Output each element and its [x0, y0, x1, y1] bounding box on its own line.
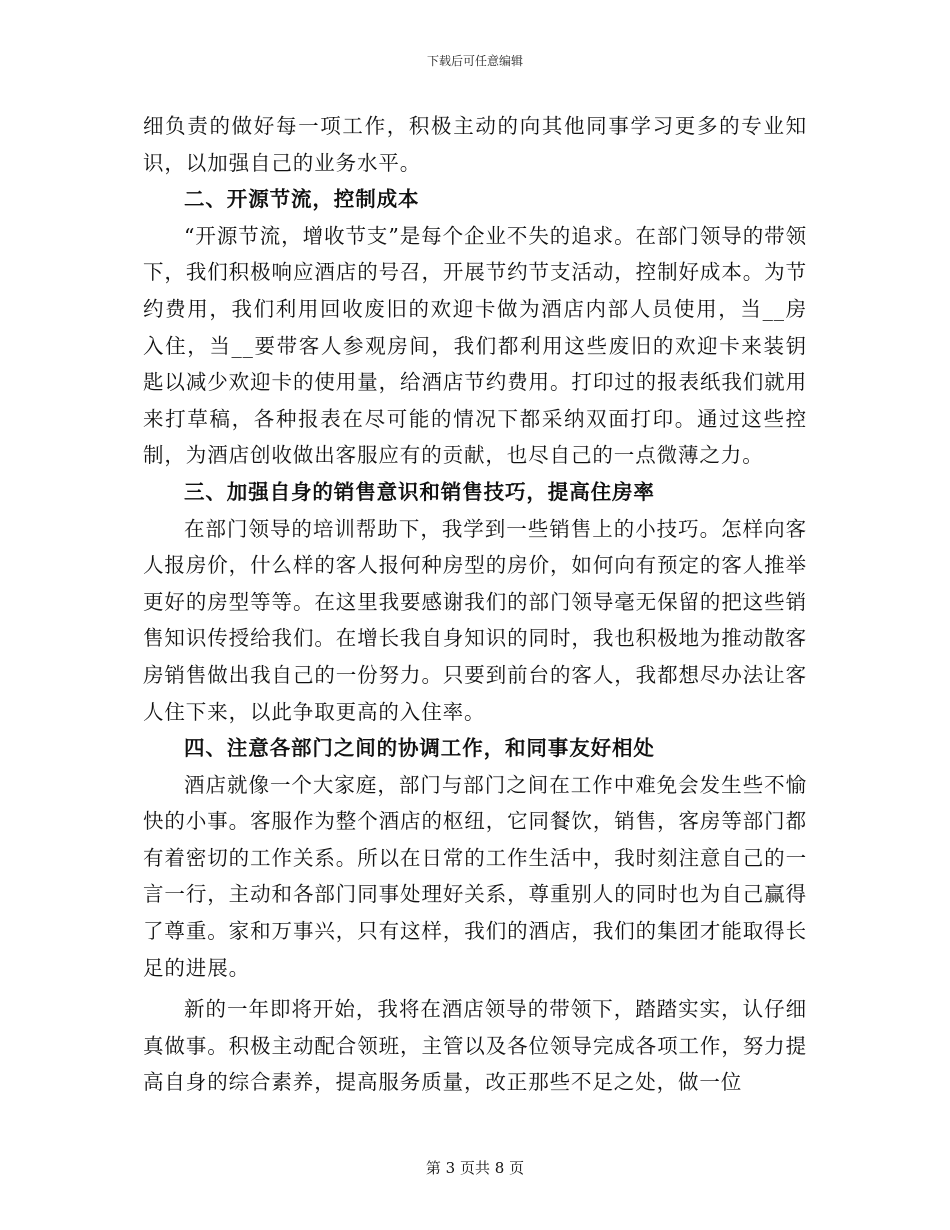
page-header: 下载后可任意编辑 [426, 54, 523, 68]
paragraph-sales-skills: 在部门领导的培训帮助下，我学到一些销售上的小技巧。怎样向客人报房价，什么样的客人报何种房型的房价，如何向有预定的客人推举更好的房型等等。在这里我要感谢我们的部门领导毫无保留的把这些销售知识传授给我们。在增长我自身知识的同时，我也积极地为推动散客房销售做出我自己的一份努力。只要到前台的客人，我都想尽办法让客人住下来，以此争取更高的入住率。 [143, 516, 807, 724]
paragraph-continuation: 细负责的做好每一项工作，积极主动的向其他同事学习更多的专业知识，以加强自己的业务水平。 [143, 114, 807, 175]
section-heading-3: 三、加强自身的销售意识和销售技巧，提高住房率 [184, 479, 655, 504]
page-footer: 第 3 页共 8 页 [425, 1159, 525, 1177]
paragraph-cost-control: “开源节流，增收节支”是每个企业不失的追求。在部门领导的带领下，我们积极响应酒店的号召，开展节约节支活动，控制好成本。为节约费用，我们利用回收废旧的欢迎卡做为酒店内部人员使用，当__房入住，当__要带客人参观房间，我们都利用这些废旧的欢迎卡来装钥匙以减少欢迎卡的使用量，给酒店节约费用。打印过的报表纸我们就用来打草稿，各种报表在尽可能的情况下都采纳双面打印。通过这些控制，为酒店创收做出客服应有的贡献，也尽自己的一点微薄之力。 [143, 223, 807, 468]
section-heading-4: 四、注意各部门之间的协调工作，和同事友好相处 [184, 736, 655, 761]
section-heading-2: 二、开源节流，控制成本 [184, 187, 420, 212]
document-body [143, 108, 807, 1101]
paragraph-coordination: 酒店就像一个大家庭，部门与部门之间在工作中难免会发生些不愉快的小事。客服作为整个酒店的枢纽，它同餐饮，销售，客房等部门都有着密切的工作关系。所以在日常的工作生活中，我时刻注意自己的一言一行，主动和各部门同事处理好关系，尊重别人的同时也为自己赢得了尊重。家和万事兴，只有这样，我们的酒店，我们的集团才能取得长足的进展。 [143, 772, 807, 980]
paragraph-new-year: 新的一年即将开始，我将在酒店领导的带领下，踏踏实实，认仔细真做事。积极主动配合领班，主管以及各位领导完成各项工作，努力提高自身的综合素养，提高服务质量，改正那些不足之处，做一位 [143, 997, 807, 1095]
